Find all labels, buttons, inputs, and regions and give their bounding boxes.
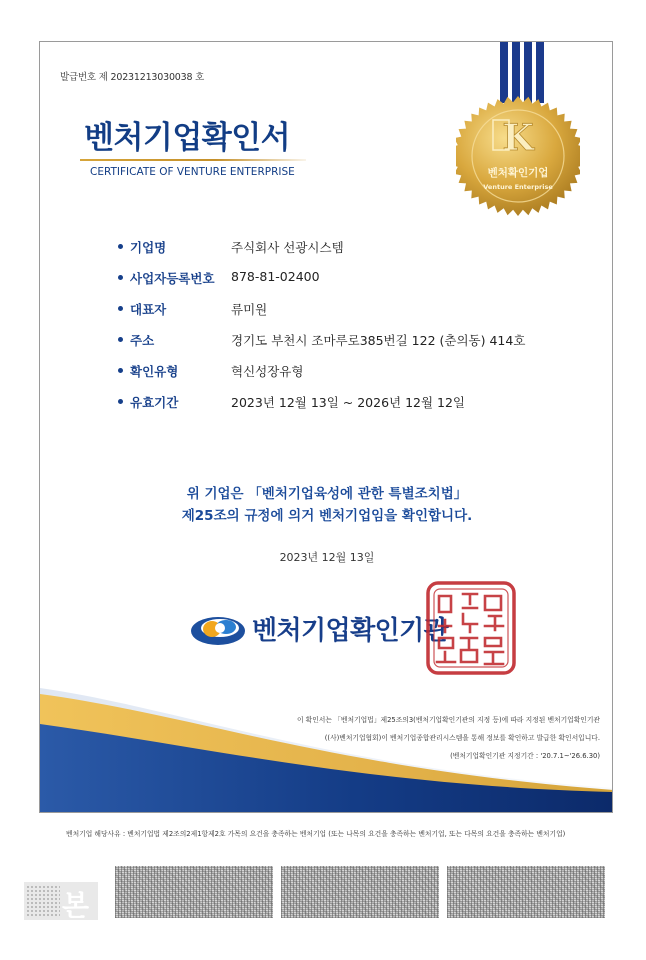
issue-date: 2023년 12월 13일: [279, 551, 375, 564]
field-label: 기업명: [130, 240, 167, 255]
fine-print-line-3: (벤처기업확인기관 지정기간 : '20.7.1~'26.6.30): [450, 752, 600, 760]
field-label: 주소: [130, 333, 155, 348]
barcode: [281, 866, 439, 918]
field-confirmation-type: [118, 362, 578, 382]
issuer-logo-icon: [190, 612, 246, 648]
field-business-number: [118, 269, 578, 289]
verification-mark: [24, 882, 98, 920]
svg-text:K: K: [502, 117, 534, 159]
field-value: 2023년 12월 13일 ~ 2026년 12월 12일: [231, 395, 466, 410]
fine-print-line-2: ((사)벤처기업협회)이 벤처기업종합관리시스템을 통해 정보를 확인하고 발급한 확인서입니다.: [324, 734, 600, 742]
field-value: 경기도 부천시 조마루로385번길 122 (춘의동) 414호: [231, 333, 526, 348]
certificate-title: 벤처기업확인서: [84, 120, 291, 156]
venture-medal-emblem: [456, 94, 580, 218]
fine-print-line-1: 이 확인서는 「벤처기업법」제25조의3(벤처기업확인기관의 지정 등)에 따라 지정된 벤처기업확인기관: [296, 716, 600, 724]
official-seal-stamp: [425, 580, 517, 676]
verification-pattern: [26, 885, 60, 917]
field-value: 혁신성장유형: [231, 364, 304, 379]
bullet-icon: [118, 275, 123, 280]
barcode: [447, 866, 605, 918]
bullet-icon: [118, 399, 123, 404]
bullet-icon: [118, 337, 123, 342]
field-value: 주식회사 선광시스템: [231, 240, 344, 255]
field-validity-period: [118, 393, 578, 413]
statement-line-2: 제25조의 규정에 의거 벤처기업임을 확인합니다.: [181, 508, 473, 524]
certificate-document: [39, 41, 613, 813]
issue-number: 발급번호 제 20231213030038 호: [60, 72, 205, 83]
field-value: 878-81-02400: [231, 269, 320, 284]
verification-label: 본: [62, 889, 90, 922]
statement-line-1: 위 기업은 「벤처기업육성에 관한 특별조치법」: [186, 486, 468, 502]
field-label: 유효기간: [130, 395, 179, 410]
medal-text-ko: 벤처확인기업: [487, 167, 549, 179]
field-label: 대표자: [130, 302, 167, 317]
bullet-icon: [118, 306, 123, 311]
certificate-subtitle: CERTIFICATE OF VENTURE ENTERPRISE: [90, 166, 295, 178]
field-value: 류미원: [231, 302, 268, 317]
field-label: 사업자등록번호: [130, 271, 215, 286]
title-underline: [80, 159, 306, 161]
field-address: [118, 331, 578, 351]
bullet-icon: [118, 368, 123, 373]
field-representative: [118, 300, 578, 320]
medal-text-en: Venture Enterprise: [483, 183, 553, 191]
bullet-icon: [118, 244, 123, 249]
barcode: [115, 866, 273, 918]
field-label: 확인유형: [130, 364, 179, 379]
venture-reason-note: 벤처기업 해당사유 : 벤처기업법 제2조의2제1항제2호 가목의 요건을 충족하는 벤처기업 (또는 나목의 요건을 충족하는 벤처기업, 또는 다목의 요건을 충족하는 벤처기업): [66, 830, 566, 838]
issuer-name: 벤처기업확인기관: [252, 616, 449, 646]
field-company-name: [118, 238, 578, 258]
